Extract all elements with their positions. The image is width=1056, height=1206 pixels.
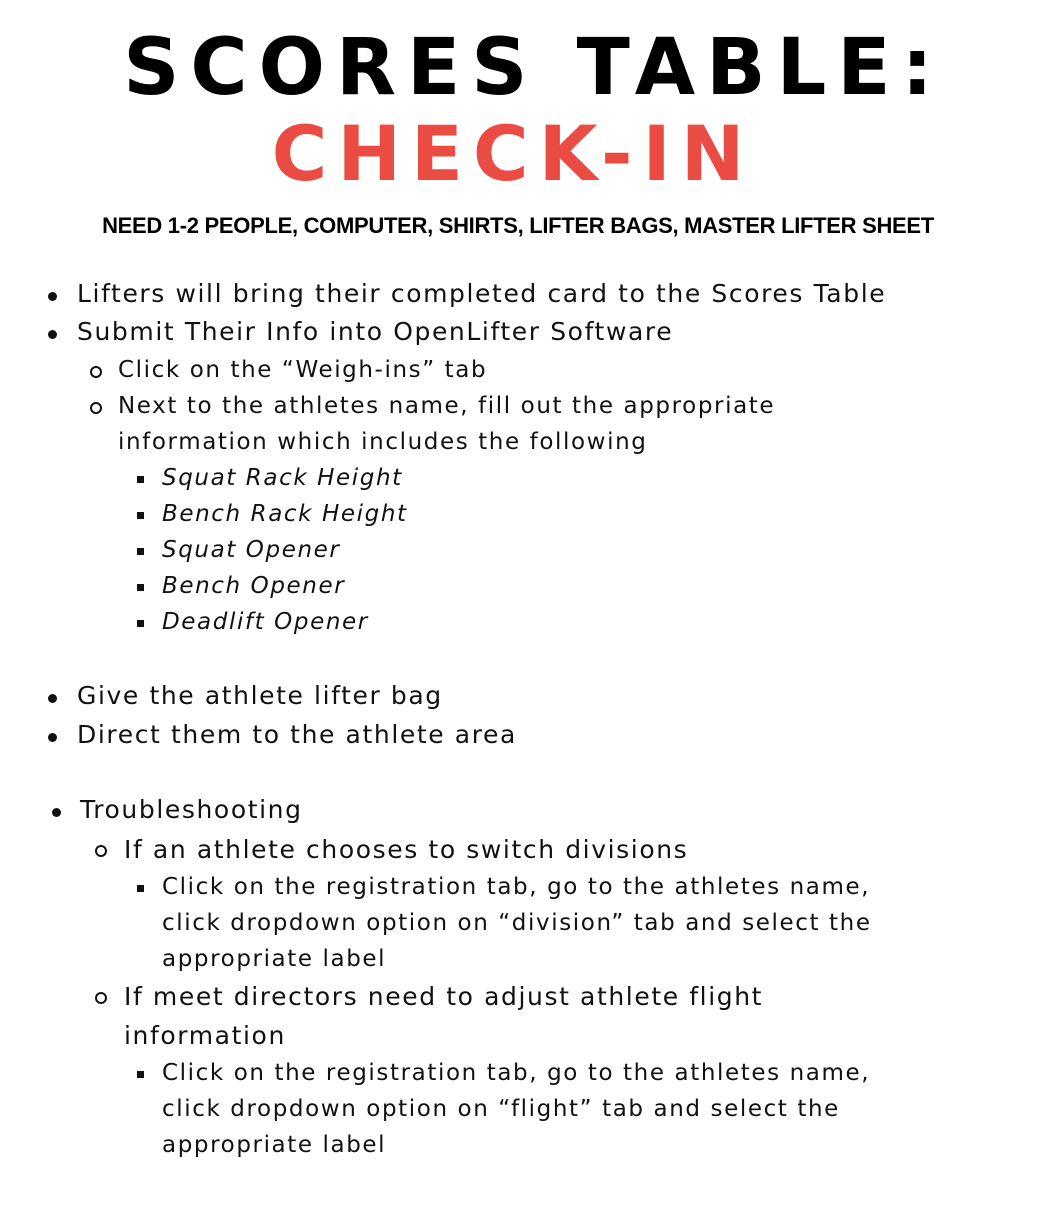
bullet-square-icon bbox=[137, 512, 144, 519]
troubleshooting-heading: Troubleshooting bbox=[80, 795, 303, 824]
list-item-submit-info: Submit Their Info into OpenLifter Software bbox=[77, 317, 674, 346]
bullet-square-icon bbox=[137, 1071, 144, 1078]
field-item: Deadlift Opener bbox=[162, 609, 369, 635]
sub-item-weigh-ins: Click on the “Weigh-ins” tab bbox=[118, 357, 488, 383]
bullet-square-icon bbox=[137, 620, 144, 627]
case-switch-divisions: If an athlete chooses to switch divisions bbox=[124, 835, 689, 864]
bullet-disc-icon bbox=[48, 694, 57, 703]
bullet-disc-icon bbox=[48, 733, 57, 742]
title-line-2: CHECK-IN bbox=[271, 109, 755, 198]
bullet-square-icon bbox=[137, 548, 144, 555]
bullet-square-icon bbox=[137, 584, 144, 591]
sub-item-athletes-name-1: Next to the athletes name, fill out the appropriate bbox=[118, 393, 776, 419]
case2-step-line-3: appropriate label bbox=[162, 1132, 387, 1158]
bullet-square-icon bbox=[137, 885, 144, 892]
bullet-disc-icon bbox=[52, 808, 61, 817]
case2-step-line-2: click dropdown option on “flight” tab and select the bbox=[162, 1096, 840, 1122]
requirements-subtitle: NEED 1-2 PEOPLE, COMPUTER, SHIRTS, LIFTER BAGS, MASTER LIFTER SHEET bbox=[102, 213, 934, 238]
field-item: Bench Rack Height bbox=[162, 501, 408, 527]
case-adjust-flight-1: If meet directors need to adjust athlete flight bbox=[124, 982, 764, 1011]
field-item: Squat Opener bbox=[162, 537, 341, 563]
list-item-lifters-card: Lifters will bring their completed card to the Scores Table bbox=[77, 279, 887, 308]
bullet-disc-icon bbox=[48, 330, 57, 339]
bullet-disc-icon bbox=[48, 292, 57, 301]
bullet-circle-icon bbox=[90, 402, 102, 414]
bullet-circle-icon bbox=[95, 845, 107, 857]
field-item: Squat Rack Height bbox=[162, 465, 403, 491]
case1-step-line-1: Click on the registration tab, go to the athletes name, bbox=[162, 874, 871, 900]
title-line-1: SCORES TABLE: bbox=[123, 23, 944, 113]
bullet-circle-icon bbox=[90, 366, 102, 378]
bullet-square-icon bbox=[137, 476, 144, 483]
case1-step-line-3: appropriate label bbox=[162, 946, 387, 972]
sub-item-athletes-name-2: information which includes the following bbox=[118, 429, 648, 455]
bullet-circle-icon bbox=[95, 992, 107, 1004]
list-item-athlete-area: Direct them to the athlete area bbox=[77, 720, 517, 749]
case1-step-line-2: click dropdown option on “division” tab and select the bbox=[162, 910, 872, 936]
list-item-lifter-bag: Give the athlete lifter bag bbox=[77, 681, 443, 710]
field-item: Bench Opener bbox=[162, 573, 346, 599]
case2-step-line-1: Click on the registration tab, go to the athletes name, bbox=[162, 1060, 871, 1086]
case-adjust-flight-2: information bbox=[124, 1021, 286, 1050]
